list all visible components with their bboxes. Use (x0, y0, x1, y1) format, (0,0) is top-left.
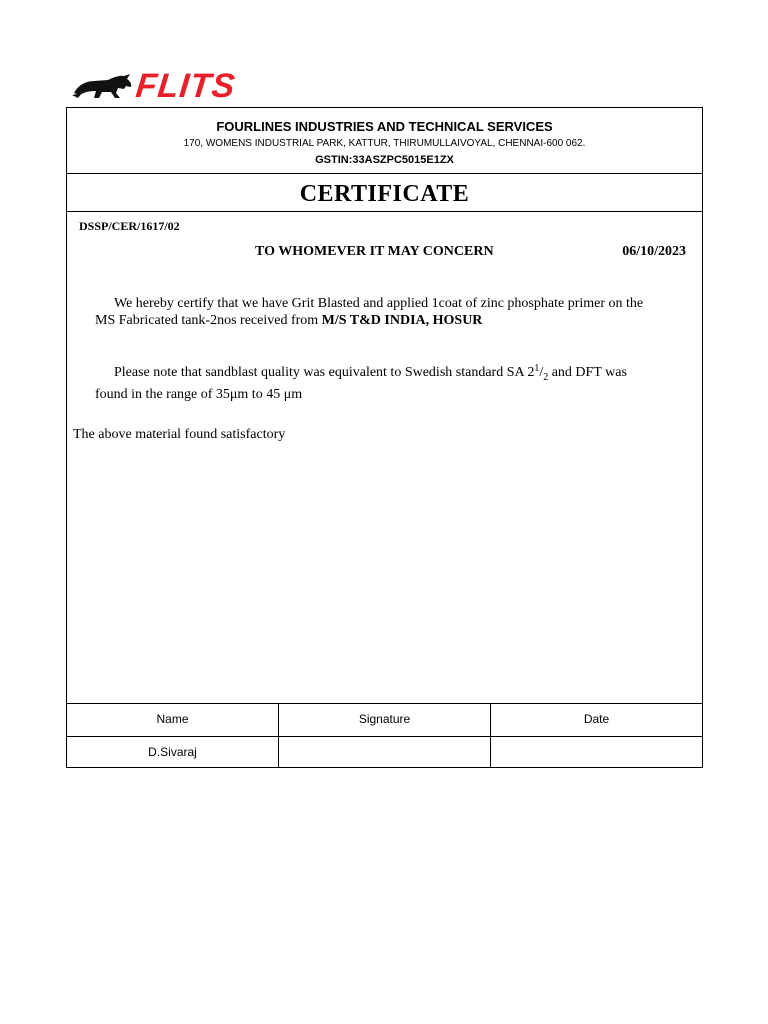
title-row (67, 173, 702, 212)
header-date: Date (583, 712, 610, 726)
customer-name: M/S T&D INDIA, HOSUR (321, 313, 483, 328)
quality-paragraph (95, 360, 695, 403)
cell-name: D.Sivaraj (67, 737, 279, 768)
paragraph-line: found in the range of 35μm to 45 μm (95, 387, 303, 402)
bull-icon (72, 71, 134, 101)
table-row (67, 737, 702, 768)
company-gstin: GSTIN:33ASZPC5015E1ZX (315, 154, 454, 166)
fraction-denominator: 2 (543, 372, 549, 383)
reference-number: DSSP/CER/1617/02 (79, 219, 180, 233)
company-header (67, 108, 702, 174)
paragraph-line (95, 360, 695, 386)
header-name: Name (67, 704, 279, 736)
certificate-title: CERTIFICATE (299, 181, 470, 207)
sa-grade-fraction (534, 363, 549, 383)
certificate-date: 06/10/2023 (622, 244, 686, 259)
certificate-frame (66, 107, 703, 768)
fraction-numerator: 1 (534, 363, 540, 374)
paragraph-line (95, 312, 695, 329)
company-logo (72, 67, 272, 105)
fraction-slash: / (539, 365, 544, 380)
conclusion-text: The above material found satisfactory (73, 427, 286, 442)
cell-date (491, 737, 702, 768)
paragraph-text: and DFT was (548, 365, 627, 380)
paragraph-text: Please note that sandblast quality was equivalent to Swedish standard SA 2 (114, 365, 535, 380)
company-address: 170, WOMENS INDUSTRIAL PARK, KATTUR, THIRUMULLAIVOYAL, CHENNAI-600 062. (183, 138, 586, 149)
certification-paragraph (95, 295, 695, 329)
logo-text: FLITS (134, 67, 238, 105)
company-name: FOURLINES INDUSTRIES AND TECHNICAL SERVICES (216, 119, 553, 134)
cell-signature (279, 737, 491, 768)
paragraph-line: We hereby certify that we have Grit Blasted and applied 1coat of zinc phosphate primer on the (114, 296, 644, 311)
signature-table (67, 703, 702, 768)
table-header-row (67, 704, 702, 737)
header-signature: Signature (279, 704, 491, 736)
salutation: TO WHOMEVER IT MAY CONCERN (255, 244, 494, 259)
paragraph-text: MS Fabricated tank-2nos received from (95, 313, 322, 328)
